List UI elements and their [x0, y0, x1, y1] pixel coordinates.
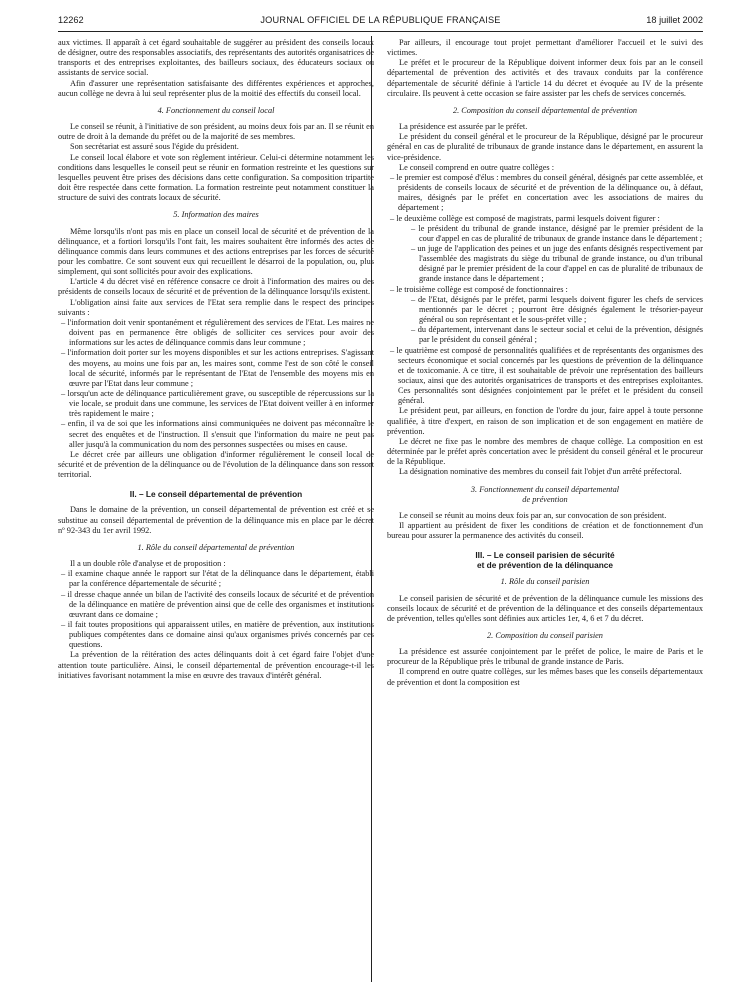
section-heading: 4. Fonctionnement du conseil local	[157, 105, 275, 115]
paragraph: Il a un double rôle d'analyse et de proposition :	[70, 559, 226, 569]
colleges-list	[387, 173, 703, 407]
section-heading: 2. Composition du conseil départemental de prévention	[452, 105, 638, 115]
paragraph: Le conseil se réunit, à l'initiative de son président, au moins deux fois par an. Il se réunit en outre de droit à la demande du préfet ou de la majorité de ses membres.	[58, 122, 374, 142]
paragraph: Son secrétariat est assuré sous l'égide du président.	[70, 142, 239, 152]
page-number: 12262	[58, 15, 84, 25]
principles-list	[58, 318, 374, 450]
chapter-heading-cont: et de prévention de la délinquance	[476, 560, 613, 571]
paragraph: L'obligation ainsi faite aux services de l'Etat sera remplie dans le respect des principes suivants :	[58, 297, 374, 317]
paragraph: L'article 4 du décret visé en référence consacre ce droit à l'information des maires ou des présidents de conseils locaux de sécurité et de prévention de la délinquance lorsqu'ils existent.	[58, 277, 374, 297]
sublist-item: – un juge de l'application des peines et un juge des enfants désignés respectivement par l'assemblée des magistrats du siège du tribunal de grande instance, ou d'un tribunal désigné par le premier président de la cour d'appel en cas de pluralité de tribunaux de grande instance dans le département ;	[411, 243, 703, 284]
paragraph: Le conseil comprend en outre quatre collèges :	[399, 162, 555, 172]
sublist-item: – de l'Etat, désignés par le préfet, parmi lesquels doivent figurer les chefs de services mentionnés par le décret ; pourront être désignés également le trésorier-payeur général ou son représentant et le sous-préfet ville ;	[411, 294, 703, 325]
paragraph: La présidence est assurée conjointement par le préfet de police, le maire de Paris et le procureur de la République près le tribunal de grande instance de Paris.	[387, 647, 703, 667]
roles-list	[58, 569, 374, 650]
list-item: – le premier est composé d'élus : membres du conseil général, désignés par cette assemblée, et présidents de conseils locaux de sécurité et de prévention de la délinquance ou, à défaut, maires, désignés par le préfet en concertation avec les associations de maires du département ;	[390, 172, 703, 213]
paragraph: Le président du conseil général et le procureur de la République, désigné par le procureur général en cas de pluralité de tribunaux de grande instance dans le département, en assurent la vice-présidence.	[387, 132, 703, 162]
right-column	[387, 38, 703, 688]
list-item	[387, 214, 703, 285]
section-heading-cont: de prévention	[522, 494, 568, 504]
paragraph: Afin d'assurer une représentation satisfaisante des différentes expériences et approches, aucun collège ne devra à lui seul représenter plus de la moitié des effectifs du conseil local.	[58, 78, 374, 98]
header-rule	[58, 31, 703, 32]
sublist-item: – du département, intervenant dans le secteur social et celui de la prévention, désignés par le président du conseil général ;	[411, 325, 703, 345]
section-heading: 2. Composition du conseil parisien	[487, 630, 603, 640]
paragraph: Il comprend en outre quatre collèges, sur les mêmes bases que les conseils départementaux de prévention et dont la composition est	[387, 667, 703, 687]
paragraph: Le décret crée par ailleurs une obligation d'informer régulièrement le conseil local de sécurité et de prévention de la délinquance ou de l'évolution de la délinquance dans son ressort territorial.	[58, 449, 374, 480]
paragraph: Le conseil se réunit au moins deux fois par an, sur convocation de son président.	[399, 510, 667, 520]
list-item: – il fait toutes propositions qui apparaissent utiles, en matière de prévention, aux institutions publiques compétentes dans ce domaine ainsi qu'aux organismes privés concernés par ces questions.	[61, 619, 374, 650]
sublist	[398, 224, 703, 285]
section-heading: 5. Information des maires	[173, 210, 259, 220]
issue-date: 18 juillet 2002	[646, 15, 703, 25]
list-item	[387, 285, 703, 346]
list-item: – enfin, il va de soi que les informations ainsi communiquées ne doivent pas méconnaître le secret des enquêtes et de l'instruction. Il s'ensuit que l'information du maire ne peut pas aller jusqu'à la communication du nom des personnes suspectées ou mises en cause.	[61, 419, 374, 449]
list-item: – l'information doit porter sur les moyens disponibles et sur les actions entreprises. S'agissant des moyens, au moins une fois par an, les maires sont, comme l'est de son côté le conseil local de sécurité, informés par le représentant de l'Etat de l'ensemble des moyens mis en œuvre par l'Etat dans leur commune ;	[61, 348, 374, 388]
list-item: – le quatrième est composé de personnalités qualifiées et de représentants des organismes des secteurs économique et social concernés par les questions de prévention de la délinquance et de toxicomanie. A ce titre, il est souhaitable de prévoir une représentation des bailleurs sociaux, ainsi que des autorités organisatrices de transports et des entreprises exploitantes. Ces personnalités sont désignées conjointement par le préfet et le président du conseil général.	[390, 345, 703, 406]
section-heading: 1. Rôle du conseil départemental de prévention	[137, 542, 295, 552]
paragraph: aux victimes. Il apparaît à cet égard souhaitable de suggérer au président des conseils locaux de désigner, outre des responsables associatifs, des représentants des autorités organisatrices de transports et des entreprises exploitantes, des bailleurs sociaux, des éducateurs sociaux ou assistants de service social.	[58, 38, 374, 78]
chapter-heading: II. – Le conseil départemental de prévention	[129, 489, 303, 500]
paragraph: La désignation nominative des membres du conseil fait l'objet d'un arrêté préfectoral.	[399, 467, 682, 477]
paragraph: Il appartient au président de fixer les conditions de création et de fonctionnement d'un bureau pour assurer la permanence des activités du conseil.	[387, 521, 703, 541]
paragraph: Le décret ne fixe pas le nombre des membres de chaque collège. La composition en est déterminée par le préfet après concertation avec le président du conseil général et le procureur de la République.	[387, 436, 703, 467]
list-item: – il examine chaque année le rapport sur l'état de la délinquance dans le département, établi par la conférence départementale de sécurité ;	[61, 569, 374, 589]
section-heading: 3. Fonctionnement du conseil départemental	[470, 484, 620, 494]
paragraph: Le président peut, par ailleurs, en fonction de l'ordre du jour, faire appel à toute personne qualifiée, à titre d'expert, en raison de son implication et de son engagement en matière de prévention.	[387, 406, 703, 436]
paragraph: Le conseil parisien de sécurité et de prévention de la délinquance cumule les missions des conseils locaux de sécurité et de prévention de la délinquance et des conseils départementaux de prévention, telles qu'elles sont définies aux articles 1er, 4, 6 et 7 du décret.	[387, 593, 703, 623]
list-item-text: – le deuxième collège est composé de magistrats, parmi lesquels doivent figurer :	[390, 213, 660, 223]
list-item: – l'information doit venir spontanément et régulièrement des services de l'Etat. Les maires ne doivent pas en permanence être obligés de solliciter ces services pour avoir des informations sur les actes de délinquance commis dans leur commune ;	[61, 317, 374, 348]
sublist	[398, 295, 703, 346]
journal-title: JOURNAL OFFICIEL DE LA RÉPUBLIQUE FRANÇAISE	[260, 15, 501, 25]
list-item: – lorsqu'un acte de délinquance particulièrement grave, ou susceptible de répercussions sur la vie locale, se produit dans une commune, les services de l'Etat doivent veiller à en informer très rapidement le maire ;	[61, 389, 374, 419]
list-item: – il dresse chaque année un bilan de l'activité des conseils locaux de sécurité et de prévention de la délinquance en matière de prévention ainsi que de celle des organismes et institutions œuvrant dans ce domaine ;	[61, 589, 374, 619]
left-column	[58, 38, 374, 681]
paragraph: Par ailleurs, il encourage tout projet permettant d'améliorer l'accueil et le suivi des victimes.	[387, 38, 703, 58]
paragraph: La présidence est assurée par le préfet.	[399, 122, 528, 132]
paragraph: Dans le domaine de la prévention, un conseil départemental de prévention est créé et se substitue au conseil départemental de prévention de la délinquance mis en place par le décret nº 92-343 du 1er avril 1992.	[58, 505, 374, 535]
paragraph: Le conseil local élabore et vote son règlement intérieur. Celui-ci détermine notamment les conditions dans lesquelles le conseil peut se réunir en formation restreinte et les questions sur lesquelles peuvent être prises des décisions dans cette configuration. Sa composition tripartite doit être respectée dans cette formation. La formation restreinte peut notamment constituer la structure de suivi des contrats locaux de sécurité.	[58, 152, 374, 203]
paragraph: La prévention de la réitération des actes délinquants doit à cet égard faire l'objet d'une attention toute particulière. Ainsi, le conseil départemental de prévention encourage-t-il les initiatives favorisant notamment la mise en œuvre des travaux d'intérêt général.	[58, 650, 374, 680]
paragraph: Même lorsqu'ils n'ont pas mis en place un conseil local de sécurité et de prévention de la délinquance, et a fortiori lorsqu'ils l'ont fait, les maires souhaitent être informés des actes de délinquance commis dans leurs communes et des actions entreprises par les forces de sécurité pour les combattre. Ce sont souvent eux qui recueillent le désarroi de la population, ou, plus simplement, qui sont sollicités pour avoir des explications.	[58, 226, 374, 277]
chapter-heading: III. – Le conseil parisien de sécurité	[475, 550, 615, 561]
list-item-text: – le troisième collège est composé de fonctionnaires :	[390, 284, 568, 294]
section-heading: 1. Rôle du conseil parisien	[500, 577, 590, 587]
paragraph: Le préfet et le procureur de la République doivent informer deux fois par an le conseil départemental de prévention des activités et des travaux conduits par la conférence départementale de sécurité définie à l'article 14 du décret et évoquée au IV de la présente circulaire. Ils peuvent à cette occasion se faire assister par les chefs de services concernés.	[387, 58, 703, 98]
sublist-item: – le président du tribunal de grande instance, désigné par le premier président de la cour d'appel en cas de pluralité de tribunaux de grande instance dans le département ;	[411, 223, 703, 243]
page-header	[58, 15, 703, 29]
